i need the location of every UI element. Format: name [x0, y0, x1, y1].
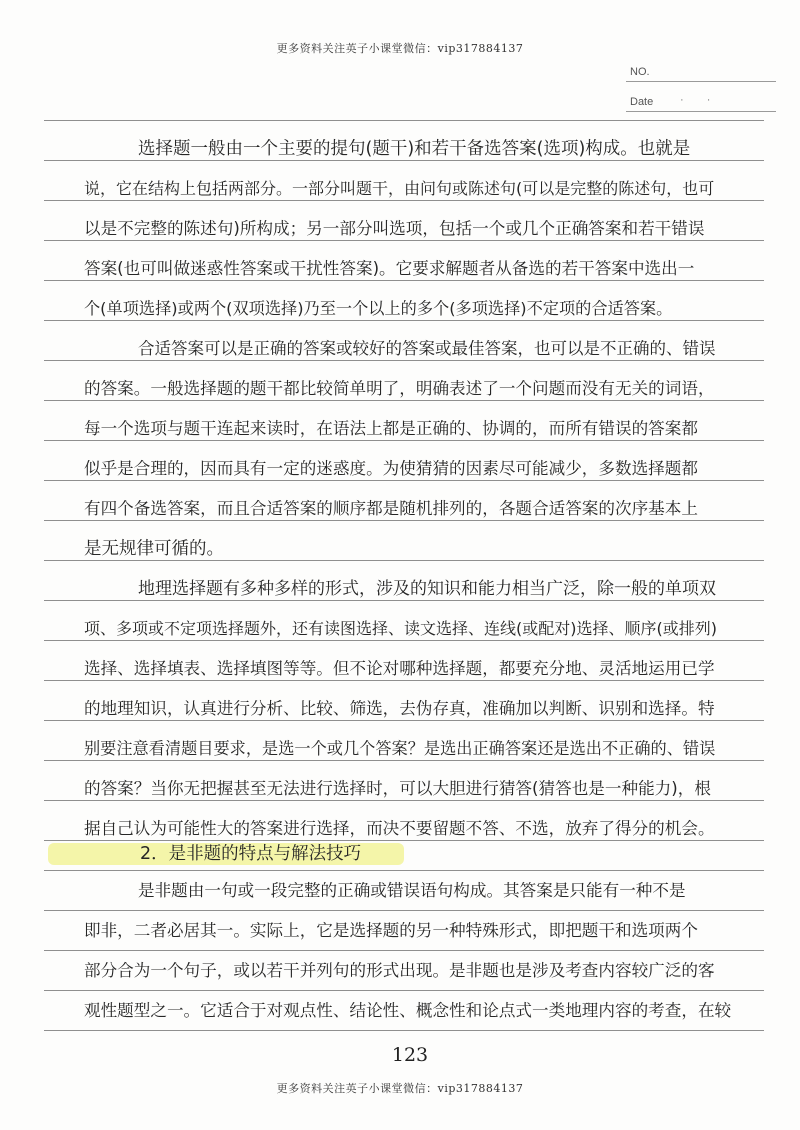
- ruled-line: [44, 760, 764, 761]
- ruled-line: [44, 440, 764, 441]
- ruled-line: [44, 480, 764, 481]
- paragraph-2-line: 是无规律可循的。: [84, 539, 224, 559]
- footer-watermark-note: 更多资料关注英子小课堂微信：vip317884137: [276, 1082, 524, 1095]
- page-number: 123: [391, 1044, 429, 1066]
- paragraph-3-line: 项、多项或不定项选择题外，还有读图选择、读文选择、连线(或配对)选择、顺序(或排列): [84, 619, 717, 638]
- ruled-line: [44, 950, 764, 951]
- ruled-line: [44, 200, 764, 201]
- date-dots: · ·: [680, 94, 721, 106]
- ruled-line: [44, 560, 764, 561]
- section-line: 是非题由一句或一段完整的正确或错误语句构成。其答案是只能有一种不是: [138, 881, 686, 900]
- ruled-line: [44, 680, 764, 681]
- ruled-line: [44, 320, 764, 321]
- date-label: Date: [630, 96, 654, 108]
- paragraph-3-line: 地理选择题有多种多样的形式，涉及的知识和能力相当广泛，除一般的单项双: [138, 579, 716, 599]
- section-line: 即非，二者必居其一。实际上，它是选择题的另一种特殊形式，即把题干和选项两个: [84, 921, 698, 940]
- paragraph-1-line: 个(单项选择)或两个(双项选择)乃至一个以上的多个(多项选择)不定项的合适答案。: [84, 299, 673, 318]
- paragraph-3-line: 的地理知识，认真进行分析、比较、筛选，去伪存真，准确加以判断、识别和选择。特: [84, 699, 715, 718]
- paragraph-1-line: 以是不完整的陈述句)所构成；另一部分叫选项，包括一个或几个正确答案和若干错误: [84, 219, 705, 238]
- ruled-line: [44, 520, 764, 521]
- paragraph-2-line: 的答案。一般选择题的题干都比较简单明了，明确表述了一个问题而没有无关的词语，: [84, 379, 715, 398]
- no-underline: [626, 81, 776, 82]
- paragraph-2-line: 似乎是合理的，因而具有一定的迷惑度。为使猜猜的因素尽可能减少，多数选择题都: [84, 459, 698, 478]
- paragraph-3-line: 别要注意看清题目要求，是选一个或几个答案？是选出正确答案还是选出不正确的、错误: [84, 739, 716, 758]
- ruled-line: [44, 640, 764, 641]
- ruled-line: [44, 840, 764, 841]
- ruled-line: [44, 600, 764, 601]
- paragraph-1-line: 答案(也可叫做迷惑性答案或干扰性答案)。它要求解题者从备选的若干答案中选出一: [84, 259, 695, 278]
- ruled-line: [44, 120, 764, 121]
- ruled-line: [44, 870, 764, 871]
- paragraph-1-line: 说，它在结构上包括两部分。一部分叫题干，由问句或陈述句(可以是完整的陈述句，也可: [84, 179, 715, 198]
- section-line: 观性题型之一。它适合于对观点性、结论性、概念性和论点式一类地理内容的考查，在较: [84, 1001, 732, 1020]
- ruled-line: [44, 910, 764, 911]
- ruled-line: [44, 280, 764, 281]
- section-line: 部分合为一个句子，或以若干并列句的形式出现。是非题也是涉及考查内容较广泛的客: [84, 961, 715, 980]
- paragraph-2-line: 合适答案可以是正确的答案或较好的答案或最佳答案，也可以是不正确的、错误: [138, 339, 716, 358]
- ruled-line: [44, 800, 764, 801]
- paragraph-3-line: 据自己认为可能性大的答案进行选择，而决不要留题不答、不选，放弃了得分的机会。: [84, 819, 715, 838]
- section-heading: 2．是非题的特点与解法技巧: [140, 844, 362, 864]
- paragraph-3-line: 选择、选择填表、选择填图等等。但不论对哪种选择题，都要充分地、灵活地运用已学: [84, 659, 715, 678]
- paragraph-1-line: 选择题一般由一个主要的提句(题干)和若干备选答案(选项)构成。也就是: [138, 139, 691, 159]
- paragraph-3-line: 的答案？当你无把握甚至无法进行选择时，可以大胆进行猜答(猜答也是一种能力)，根: [84, 779, 711, 798]
- no-label: NO.: [630, 66, 650, 78]
- ruled-line: [44, 720, 764, 721]
- ruled-line: [44, 160, 764, 161]
- header-watermark-note: 更多资料关注英子小课堂微信：vip317884137: [276, 42, 524, 55]
- ruled-line: [44, 1030, 764, 1031]
- ruled-line: [44, 400, 764, 401]
- paragraph-2-line: 每一个选项与题干连起来读时，在语法上都是正确的、协调的，而所有错误的答案都: [84, 419, 698, 438]
- ruled-line: [44, 240, 764, 241]
- ruled-line: [44, 360, 764, 361]
- ruled-line: [44, 990, 764, 991]
- date-underline: [626, 111, 776, 112]
- paragraph-2-line: 有四个备选答案，而且合适答案的顺序都是随机排列的，各题合适答案的次序基本上: [84, 499, 698, 518]
